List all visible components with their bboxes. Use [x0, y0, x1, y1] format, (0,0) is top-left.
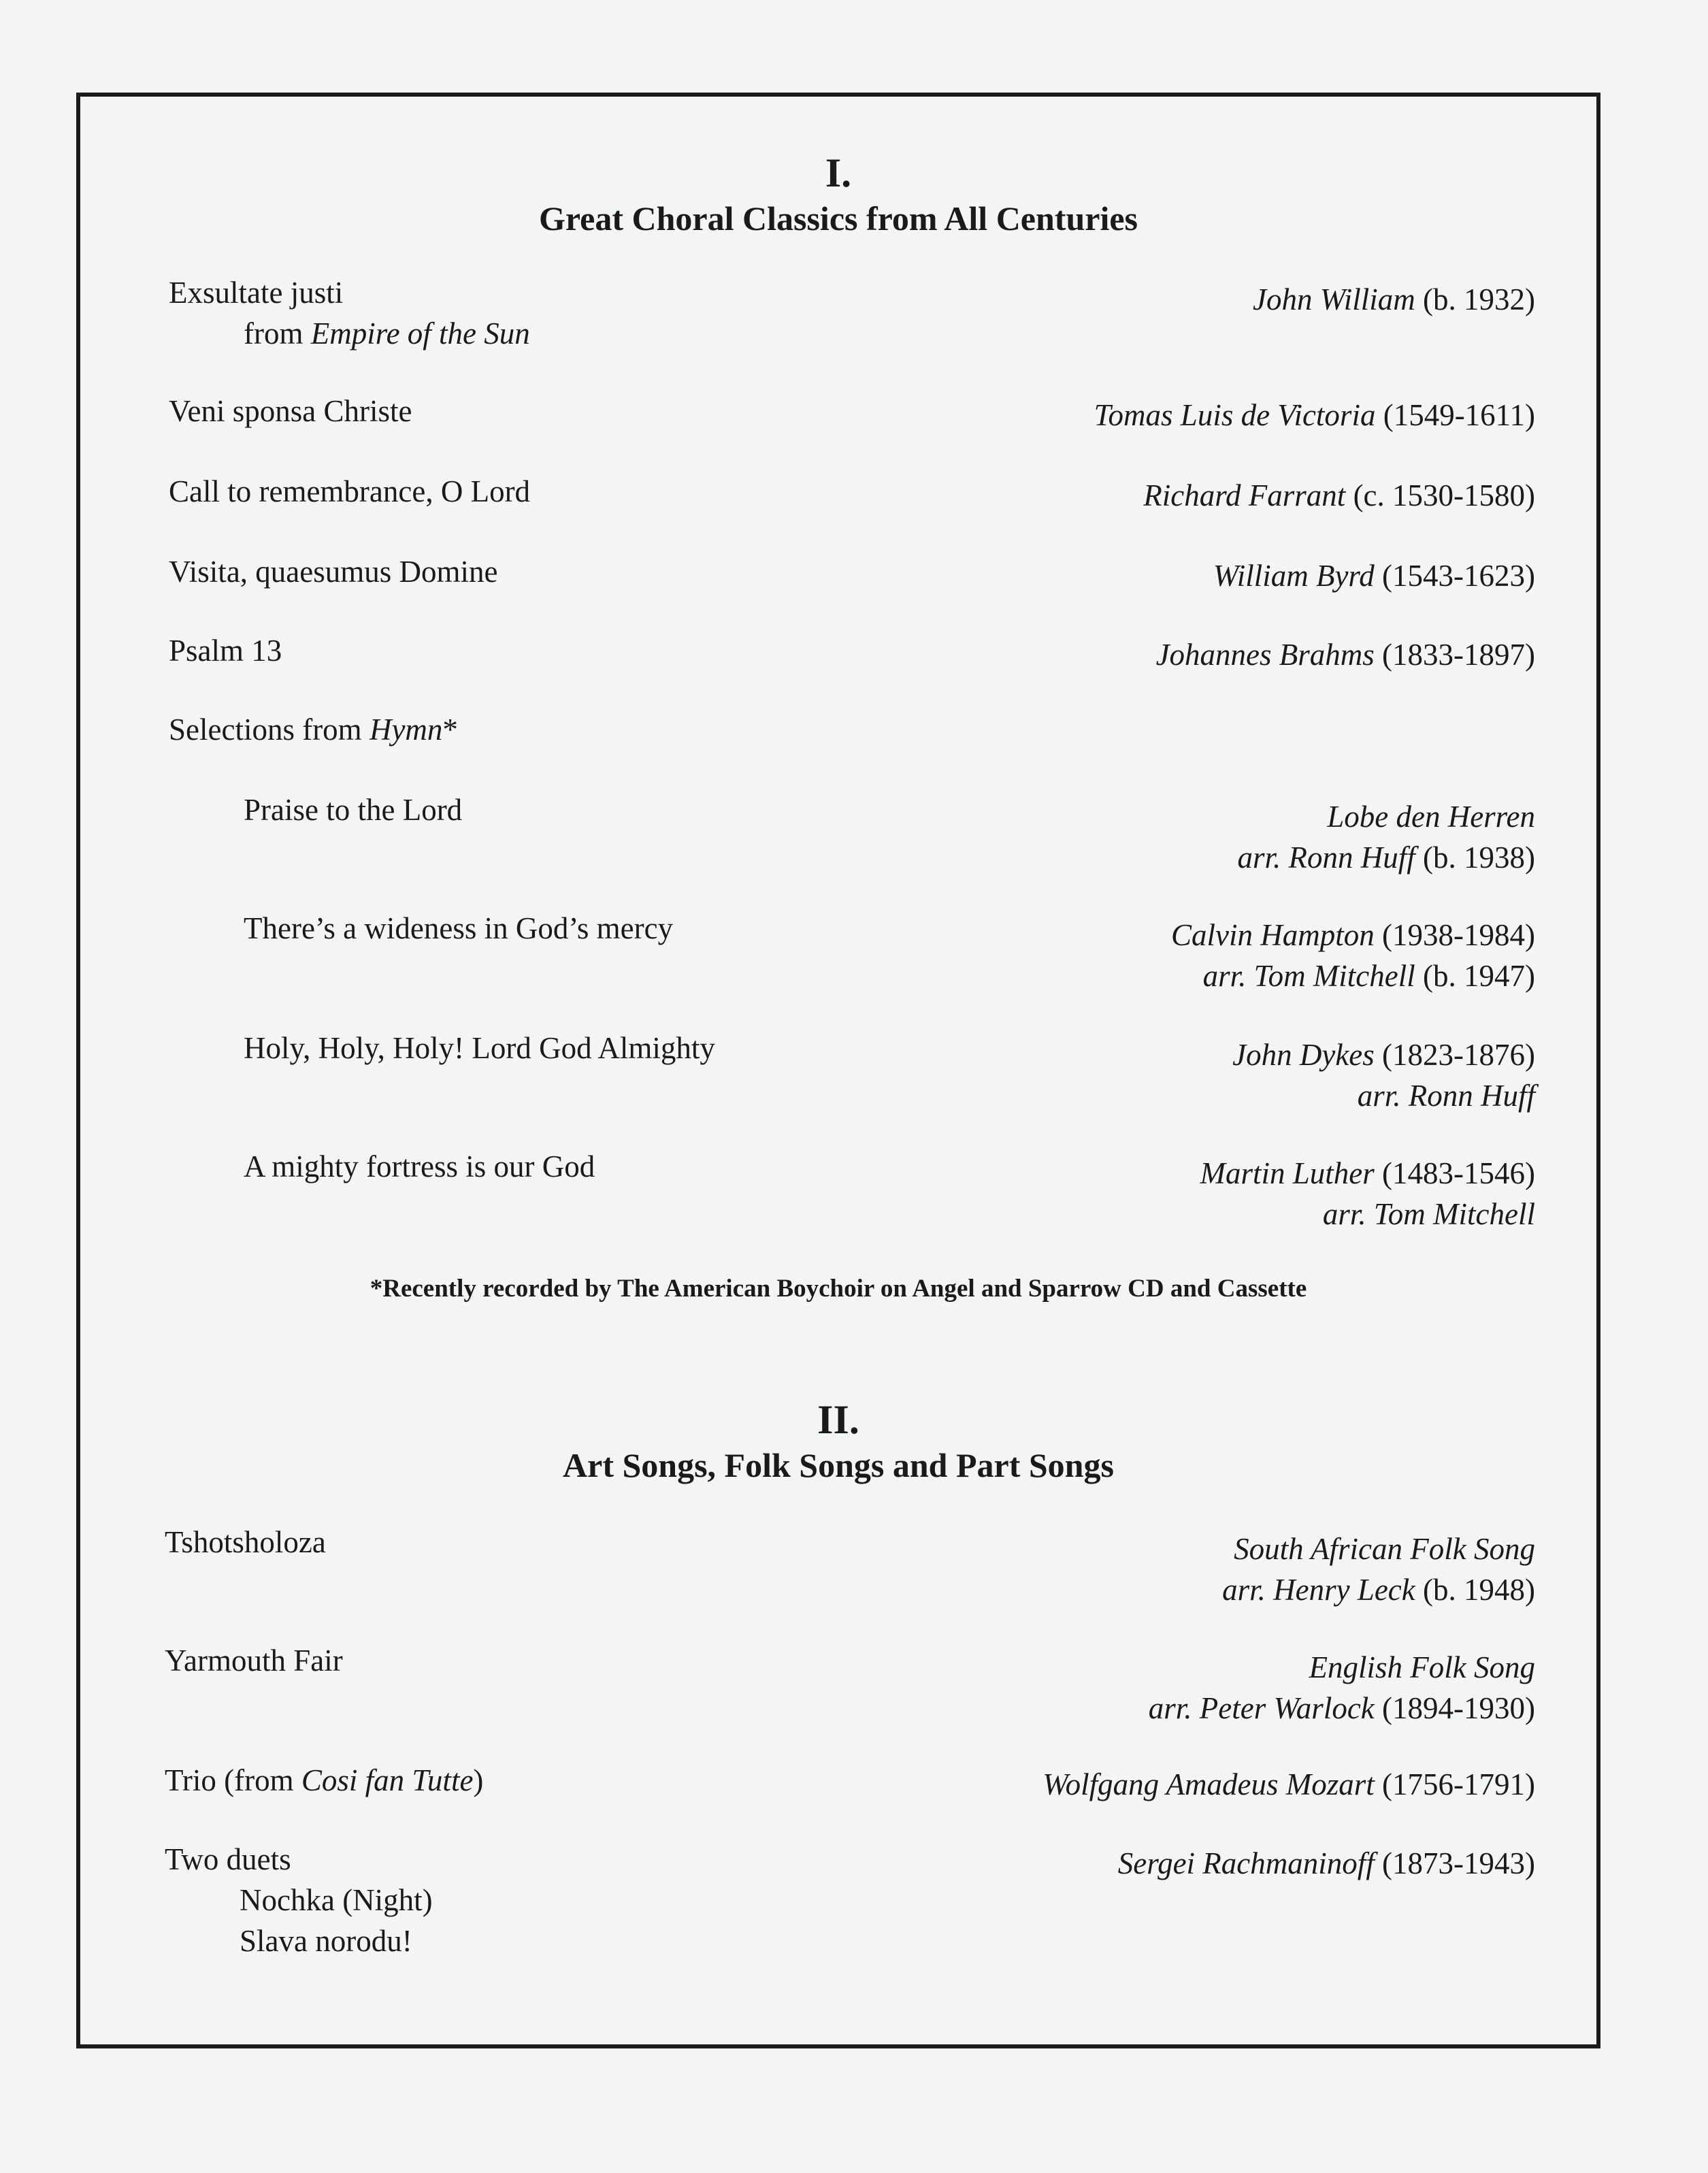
item-subtitle: Nochka (Night)	[240, 1883, 433, 1917]
program-item-composer	[1253, 279, 1535, 320]
composer-name: Tomas Luis de Victoria	[1094, 398, 1376, 432]
program-item-composer	[1094, 395, 1535, 436]
title-work: Cosi fan Tutte	[301, 1763, 474, 1797]
composer-dates: (b. 1932)	[1423, 282, 1535, 316]
composer-dates: (1756-1791)	[1382, 1767, 1535, 1801]
subtitle-work: Empire of the Sun	[310, 316, 530, 350]
program-item-composer	[1213, 555, 1535, 596]
program-item-composer	[1118, 1843, 1535, 1884]
item-subtitle: Slava norodu!	[240, 1924, 412, 1958]
hymn-item-composer	[1171, 915, 1535, 996]
program-item-title: Visita, quaesumus Domine	[169, 555, 498, 589]
composer-name: Sergei Rachmaninoff	[1117, 1846, 1375, 1880]
composer-name: Johannes Brahms	[1155, 638, 1375, 672]
arranger-dates: (1894-1930)	[1382, 1691, 1535, 1725]
arranger-name: arr. Ronn Huff	[1237, 840, 1415, 875]
program-item-composer	[1143, 475, 1535, 516]
composer-dates: (1549-1611)	[1383, 398, 1535, 432]
composer-dates: (1483-1546)	[1382, 1156, 1535, 1190]
hymn-heading-prefix: Selections from	[169, 713, 369, 747]
composer-name: Martin Luther	[1200, 1156, 1375, 1190]
hymn-item-composer	[1200, 1153, 1536, 1235]
program-item-title: Tshotsholoza	[165, 1525, 326, 1559]
hymn-heading-work: Hymn	[369, 713, 443, 747]
hymn-item-title: Holy, Holy, Holy! Lord God Almighty	[244, 1031, 715, 1065]
program-item-title: Psalm 13	[169, 634, 282, 668]
program-item-title	[169, 272, 530, 354]
section-2-title: Art Songs, Folk Songs and Part Songs	[563, 1446, 1114, 1484]
composer-name: Lobe den Herren	[1327, 800, 1535, 834]
composer-name: William Byrd	[1213, 559, 1375, 593]
composer-name: John Dykes	[1232, 1038, 1375, 1072]
title-suffix: )	[473, 1763, 484, 1797]
arranger-dates: (b. 1948)	[1423, 1573, 1535, 1607]
arranger-name: arr. Peter Warlock	[1148, 1691, 1375, 1725]
hymn-item-title: A mighty fortress is our God	[244, 1149, 595, 1183]
composer-dates: (1873-1943)	[1382, 1846, 1535, 1880]
section-2-number: II.	[817, 1397, 859, 1442]
hymn-heading	[169, 709, 458, 750]
arranger-dates: (b. 1947)	[1423, 959, 1535, 993]
hymn-item-title: There’s a wideness in God’s mercy	[244, 911, 674, 945]
hymn-item-title: Praise to the Lord	[244, 793, 463, 827]
item-title: Two duets	[165, 1842, 291, 1876]
hymn-heading-mark: *	[442, 713, 458, 747]
composer-name: Richard Farrant	[1143, 478, 1346, 512]
program-item-composer	[1042, 1764, 1535, 1805]
item-subtitle	[244, 313, 530, 354]
program-item-title	[165, 1839, 433, 1961]
program-item-composer	[1222, 1529, 1535, 1610]
composer-name: John William	[1253, 282, 1415, 316]
composer-name: English Folk Song	[1309, 1650, 1535, 1684]
composer-name: Calvin Hampton	[1171, 918, 1375, 952]
composer-dates: (1833-1897)	[1382, 638, 1535, 672]
section-1-title: Great Choral Classics from All Centuries	[538, 199, 1138, 238]
composer-name: Wolfgang Amadeus Mozart	[1042, 1767, 1375, 1801]
composer-dates: (c. 1530-1580)	[1353, 478, 1535, 512]
hymn-item-composer	[1237, 796, 1535, 878]
program-item-title: Veni sponsa Christe	[169, 394, 412, 428]
section-1-number: I.	[825, 150, 852, 195]
recording-footnote: *Recently recorded by The American Boychoir on Angel and Sparrow CD and Cassette	[369, 1275, 1307, 1303]
arranger-name: arr. Ronn Huff	[1357, 1079, 1535, 1113]
program-item-title	[165, 1760, 483, 1801]
composer-name: South African Folk Song	[1234, 1532, 1535, 1566]
arranger-dates: (b. 1938)	[1423, 840, 1535, 875]
program-frame	[76, 93, 1600, 2048]
composer-dates: (1543-1623)	[1382, 559, 1535, 593]
arranger-name: arr. Tom Mitchell	[1322, 1197, 1535, 1231]
program-item-title: Call to remembrance, O Lord	[169, 474, 531, 508]
subtitle-prefix: from	[244, 316, 311, 350]
program-item-composer	[1156, 634, 1535, 675]
title-prefix: Trio (from	[165, 1763, 301, 1797]
composer-dates: (1938-1984)	[1382, 918, 1535, 952]
hymn-item-composer	[1232, 1034, 1535, 1116]
program-item-title: Yarmouth Fair	[165, 1644, 343, 1678]
program-item-composer	[1149, 1647, 1535, 1729]
arranger-name: arr. Henry Leck	[1222, 1573, 1415, 1607]
item-title: Exsultate justi	[169, 276, 344, 310]
arranger-name: arr. Tom Mitchell	[1202, 959, 1415, 993]
composer-dates: (1823-1876)	[1382, 1038, 1535, 1072]
